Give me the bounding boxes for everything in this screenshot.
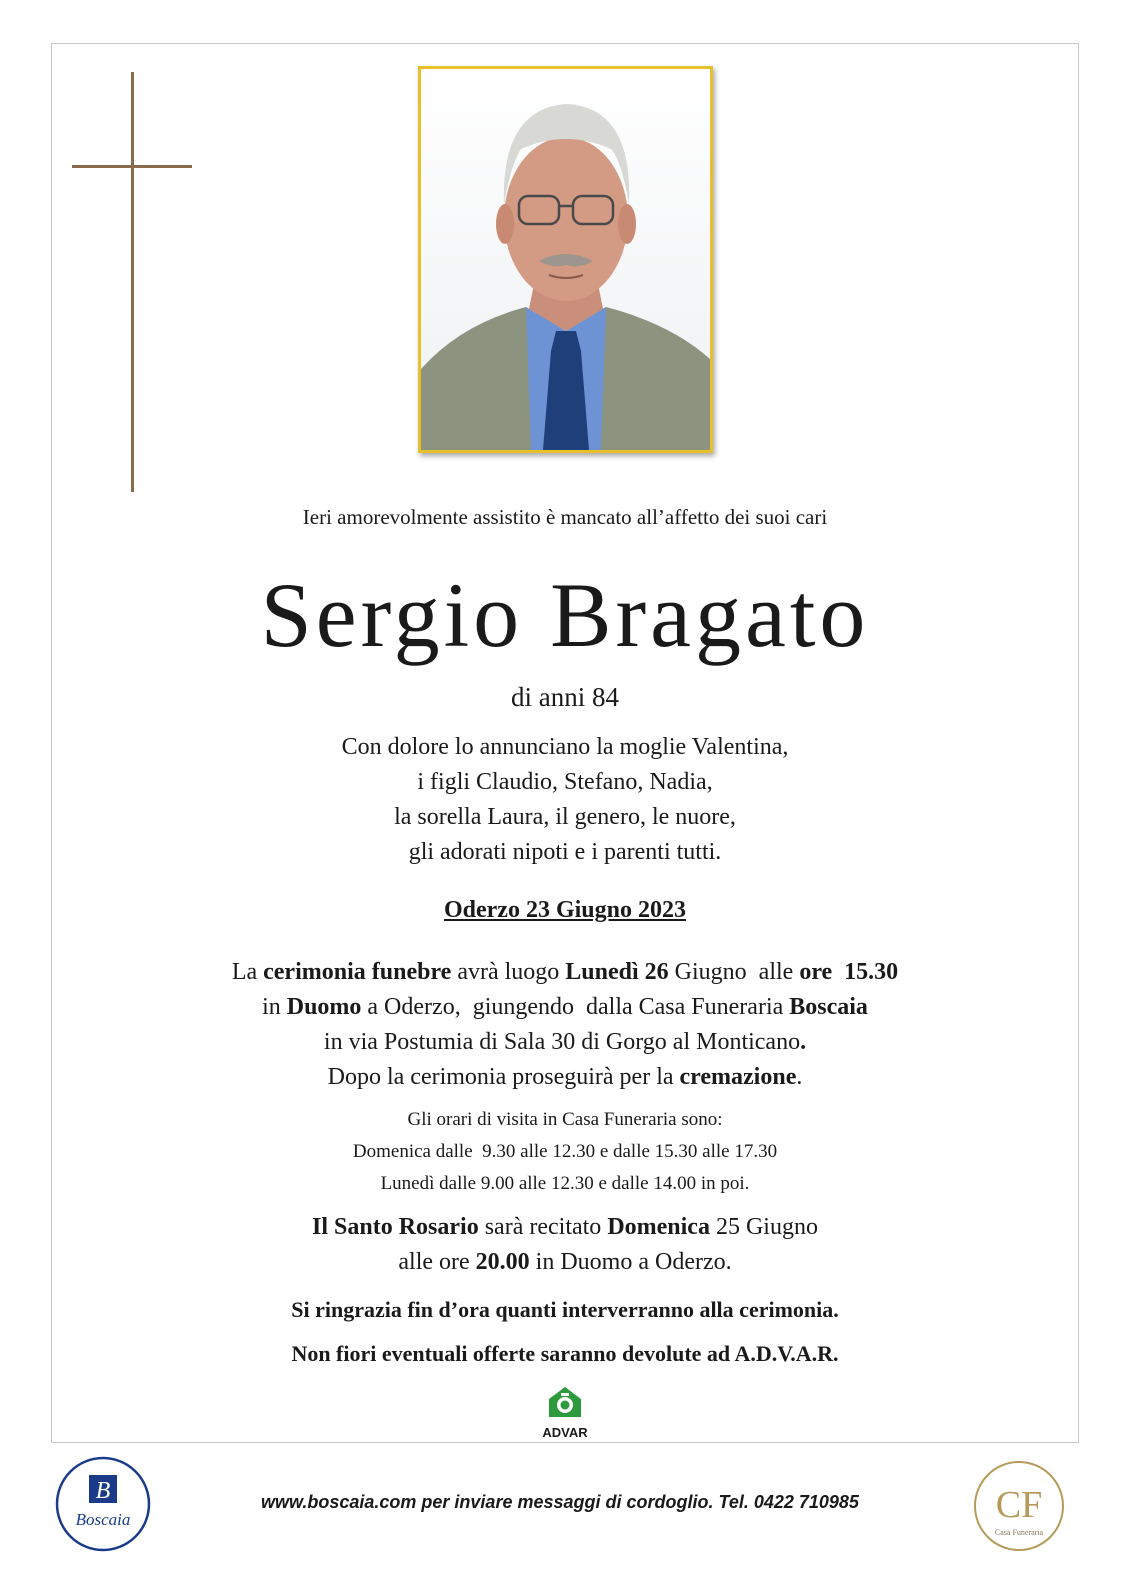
age-text: di anni 84 bbox=[511, 682, 619, 712]
ceremony-line bbox=[51, 955, 1079, 990]
cross-icon-arm bbox=[72, 165, 192, 168]
rosary-line bbox=[51, 1245, 1079, 1280]
advar-label: ADVAR bbox=[542, 1425, 588, 1440]
text-fragment: Boscaia bbox=[789, 994, 868, 1020]
ceremony-line bbox=[51, 1060, 1079, 1095]
text-fragment: Giugno alle bbox=[668, 959, 800, 985]
text-fragment: in via Postumia di Sala 30 di Gorgo al Monticano bbox=[323, 1029, 801, 1055]
boscaia-initial: B bbox=[95, 1478, 111, 1504]
donation-text: Non fiori eventuali offerte saranno devolute ad A.D.V.A.R. bbox=[291, 1341, 839, 1366]
text-fragment: in bbox=[262, 994, 287, 1020]
text-fragment: Lunedì 26 bbox=[565, 959, 669, 985]
text-fragment: Dopo la cerimonia proseguirà per la bbox=[327, 1064, 680, 1090]
text-fragment: 25 Giugno bbox=[709, 1214, 818, 1240]
text-fragment: Duomo bbox=[286, 994, 362, 1020]
ceremony-line bbox=[51, 1025, 1079, 1060]
rosary-details bbox=[51, 1210, 1079, 1280]
intro-text: Ieri amorevolmente assistito è mancato all’affetto dei suoi cari bbox=[302, 505, 828, 529]
text-fragment: cerimonia funebre bbox=[263, 959, 452, 985]
mourners-line: gli adorati nipoti e i parenti tutti. bbox=[408, 839, 722, 865]
cf-caption: Casa Funeraria bbox=[994, 1528, 1044, 1537]
rosary-line bbox=[51, 1210, 1079, 1245]
casa-funeraria-logo bbox=[972, 1459, 1066, 1553]
boscaia-logo bbox=[54, 1455, 152, 1553]
ceremony-details bbox=[51, 955, 1079, 1095]
deceased-name: Sergio Bragato bbox=[260, 564, 870, 666]
text-fragment: in Duomo a Oderzo. bbox=[529, 1249, 732, 1275]
boscaia-name: Boscaia bbox=[75, 1510, 131, 1529]
text-fragment: La bbox=[231, 959, 264, 985]
thanks-text: Si ringrazia fin d’ora quanti interverranno alla cerimonia. bbox=[291, 1297, 839, 1322]
text-fragment: Il Santo Rosario bbox=[312, 1214, 479, 1240]
text-fragment: . bbox=[796, 1064, 803, 1090]
advar-logo bbox=[537, 1385, 593, 1440]
text-fragment: Domenica bbox=[607, 1214, 710, 1240]
text-fragment: avrà luogo bbox=[451, 959, 566, 985]
text-fragment: cremazione bbox=[679, 1064, 797, 1090]
mourners-line: i figli Claudio, Stefano, Nadia, bbox=[417, 769, 713, 795]
advar-logo-icon bbox=[545, 1385, 585, 1419]
footer-contact: www.boscaia.com per inviare messaggi di cordoglio. Tel. 0422 710985 bbox=[261, 1492, 859, 1512]
text-fragment: 20.00 bbox=[475, 1249, 530, 1275]
ceremony-line bbox=[51, 990, 1079, 1025]
visiting-hours bbox=[51, 1104, 1079, 1200]
dateline: Oderzo 23 Giugno 2023 bbox=[443, 897, 686, 923]
visits-monday: Lunedì dalle 9.00 alle 12.30 e dalle 14.00 in poi. bbox=[380, 1173, 750, 1194]
text-fragment: . bbox=[800, 1029, 807, 1055]
visits-title: Gli orari di visita in Casa Funeraria sono: bbox=[407, 1109, 723, 1130]
text-fragment: alle ore bbox=[398, 1249, 476, 1275]
mourners-line: Con dolore lo annunciano la moglie Valentina, bbox=[341, 734, 789, 760]
visits-sunday: Domenica dalle 9.30 alle 12.30 e dalle 15.30 alle 17.30 bbox=[352, 1141, 778, 1162]
text-fragment: sarà recitato bbox=[478, 1214, 608, 1240]
mourners-line: la sorella Laura, il genero, le nuore, bbox=[394, 804, 736, 830]
text-fragment: ore 15.30 bbox=[799, 959, 899, 985]
mourners-list bbox=[51, 730, 1079, 870]
cross-icon bbox=[131, 72, 134, 492]
cf-monogram: CF bbox=[995, 1484, 1043, 1526]
portrait-photo bbox=[418, 66, 713, 453]
text-fragment: a Oderzo, giungendo dalla Casa Funeraria bbox=[361, 994, 790, 1020]
